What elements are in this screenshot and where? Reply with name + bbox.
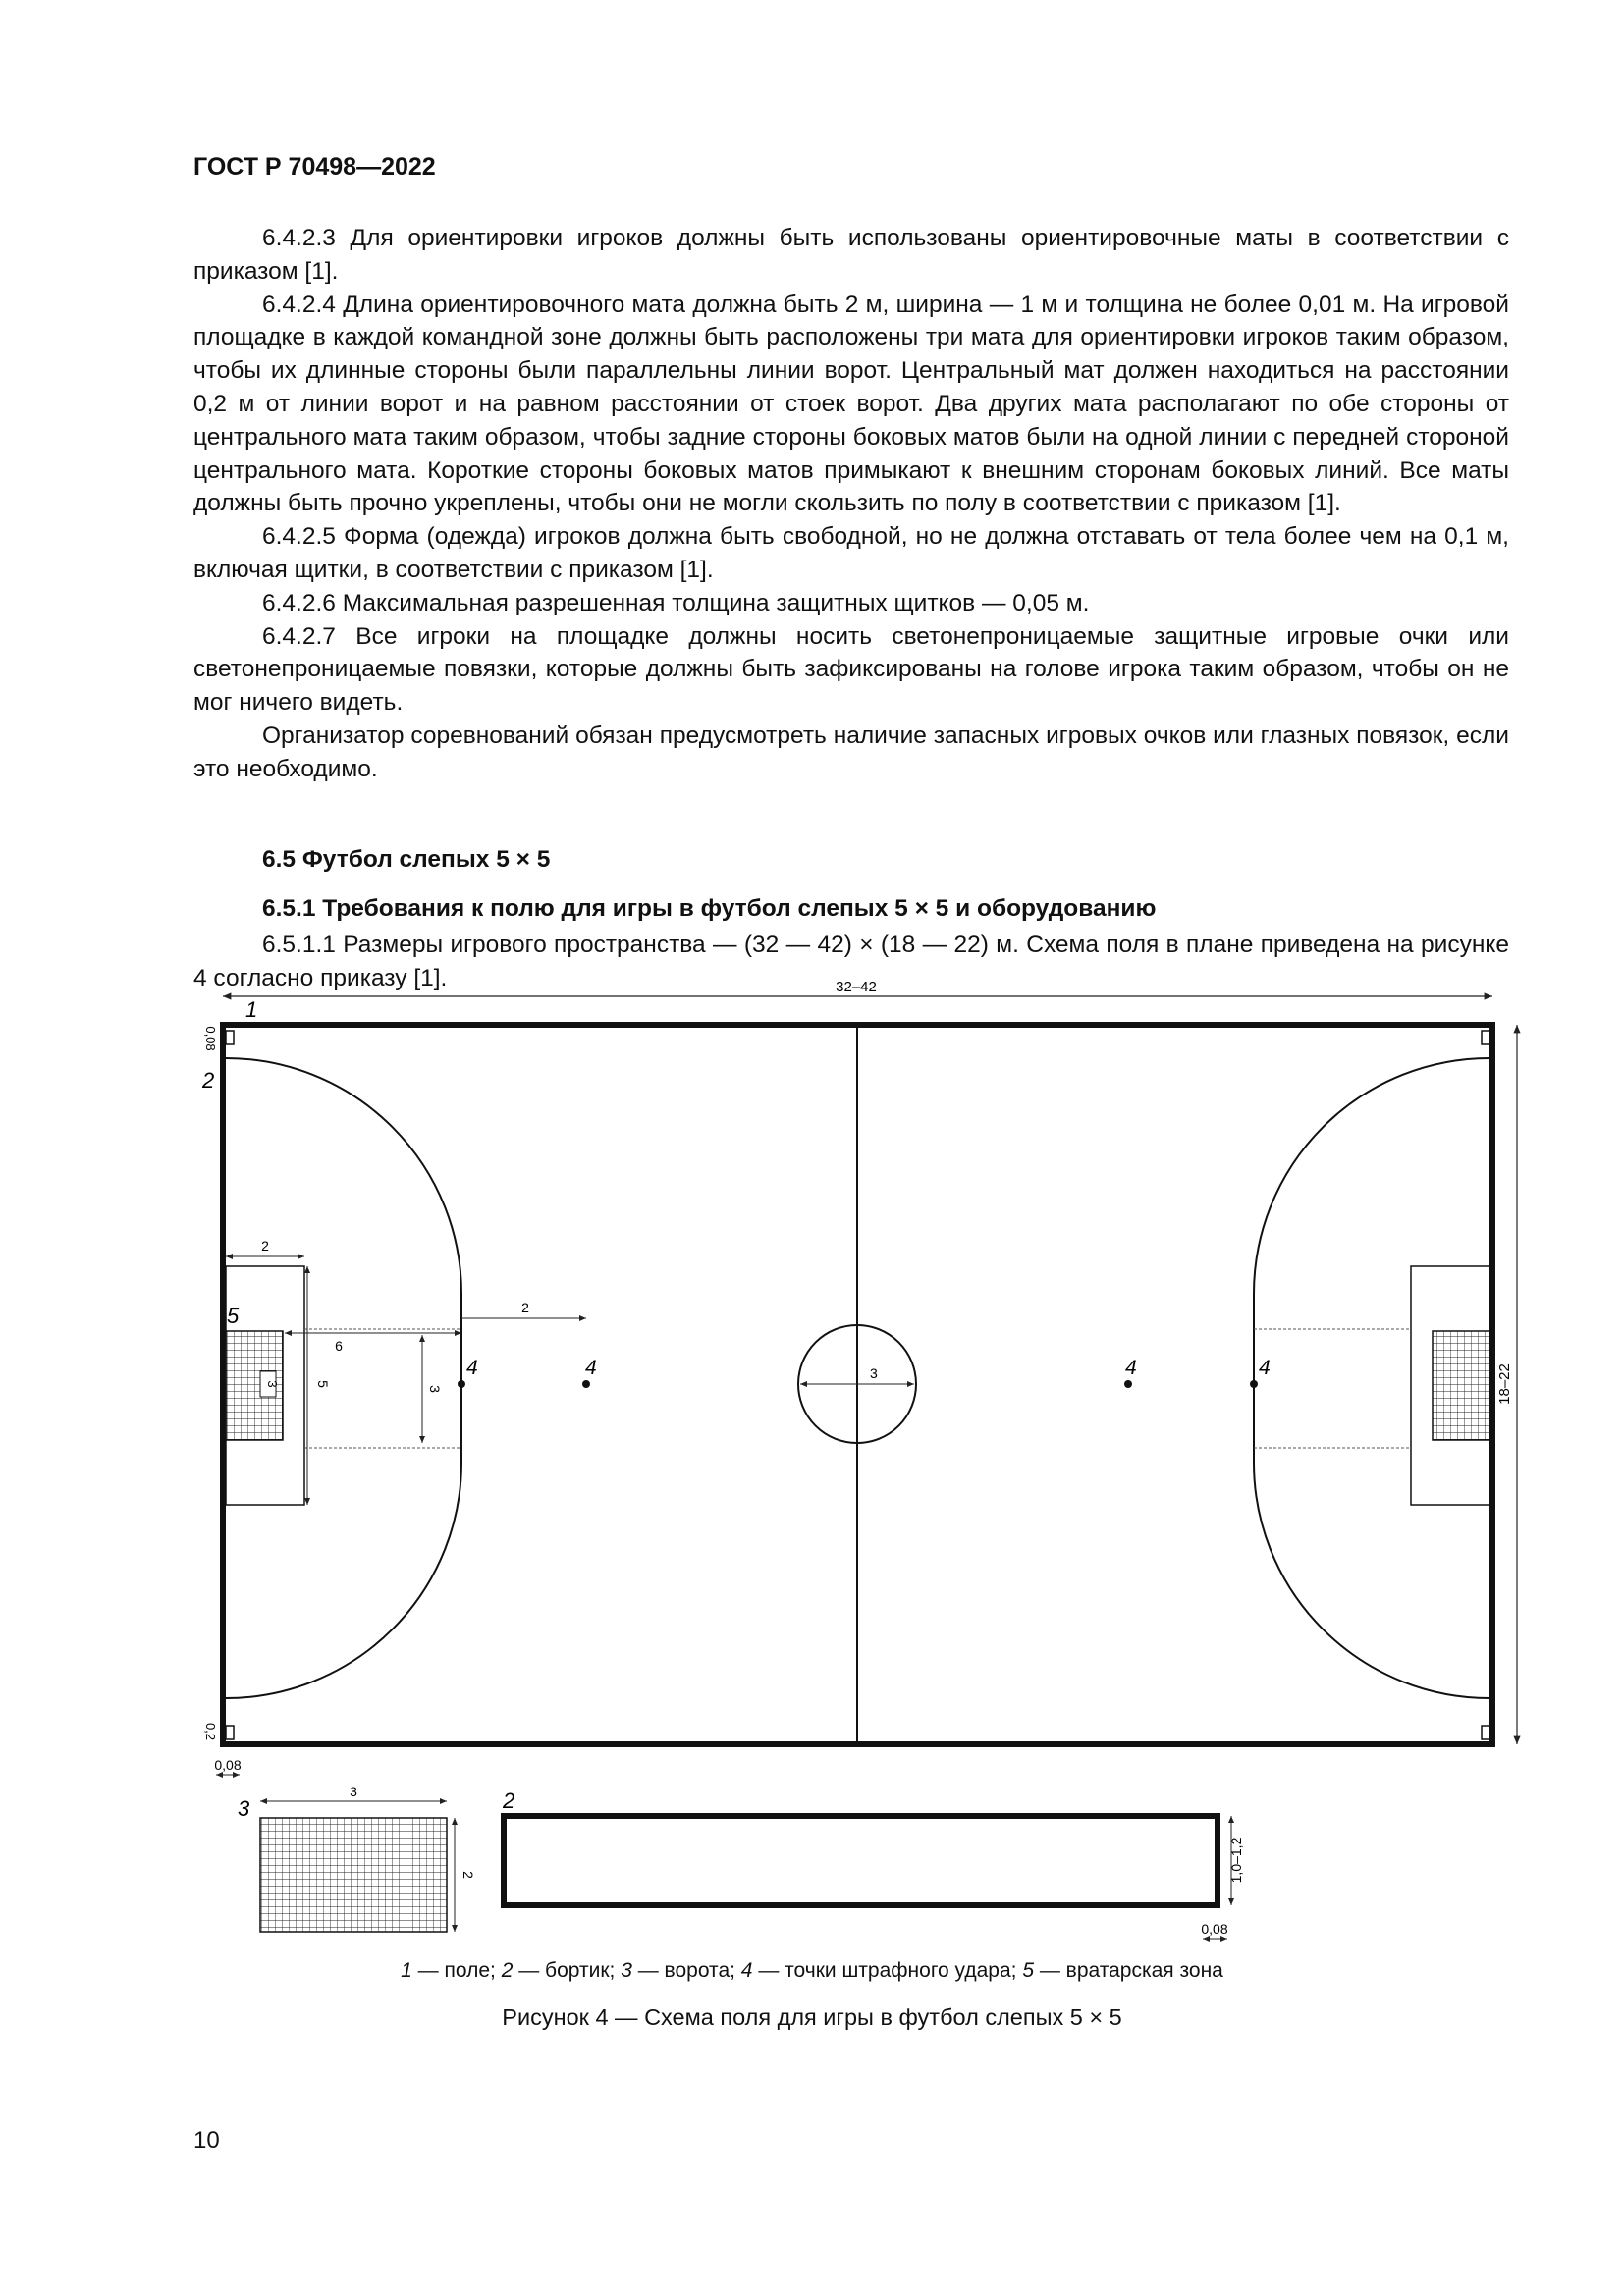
section-subtitle: 6.5.1 Требования к полю для игры в футбол слепых 5 × 5 и оборудованию: [262, 895, 1157, 922]
legend-num-1: 1: [401, 1959, 412, 1982]
board-h-label: 1,0–1,2: [1228, 1837, 1244, 1884]
board-detail-label: 2: [503, 1789, 515, 1813]
goal-net-detail: [260, 1818, 447, 1932]
penalty-label-3: 4: [1125, 1357, 1137, 1379]
legend-num-4: 4: [740, 1959, 753, 1982]
goal-net-h-label: 2: [460, 1871, 476, 1879]
paragraph-6-5-1-1: 6.5.1.1 Размеры игрового пространства — (32 — 42) × (18 — 22) м. Схема поля в плане приведена на рисунке 4 согласно приказу [1].: [193, 932, 1509, 991]
corner-dim-bottom: 0,2: [203, 1722, 218, 1741]
penalty-spot-right-near: [1250, 1380, 1258, 1388]
paragraph-6-4-2-5: 6.4.2.5 Форма (одежда) игроков должна быть свободной, но не должна отставать от тела более чем на 0,1 м, включая щитки, в соответствии с приказом [1].: [193, 523, 1509, 583]
corner-mark-tr: [1482, 1031, 1489, 1044]
goal-net-w-label: 3: [350, 1784, 357, 1799]
penalty-spot-left-near: [458, 1380, 465, 1388]
penalty-dist-label: 6: [335, 1338, 343, 1354]
length-dim-label: 32–42: [836, 979, 877, 995]
bottom-thick-label: 0,08: [214, 1757, 242, 1773]
page-number: 10: [193, 2127, 220, 2154]
keeper-zone-label: 5: [227, 1304, 240, 1328]
board-detail: [504, 1816, 1218, 1905]
penalty-label-4: 4: [1259, 1357, 1271, 1379]
penalty-spot-left-far: [582, 1380, 590, 1388]
field-label: 1: [245, 997, 258, 1022]
legend-text-3: — ворота;: [631, 1959, 741, 1982]
corner-mark-br: [1482, 1726, 1489, 1739]
corner-mark-bl: [226, 1726, 234, 1739]
paragraph-6-4-2-4: 6.4.2.4 Длина ориентировочного мата должна быть 2 м, ширина — 1 м и толщина не более 0,01 м. На игровой площадке в каждой командной зоне должны быть расположены три мата для ориентировки игроков таким образом, чтобы их длинные стороны были параллельны линии ворот. Центральный мат должен находиться на расстоянии 0,2 м от линии ворот и на равном расстоянии от стоек ворот. Два других мата располагают по обе стороны от центрального мата таким образом, чтобы задние стороны боковых матов были на одной линии с передней стороной центрального мата. Короткие стороны боковых матов примыкают к внешним сторонам боковых линий. Все маты должны быть прочно укреплены, чтобы они не могли скользить по полу в соответствии с приказом [1].: [193, 291, 1509, 517]
field-diagram: [0, 972, 1624, 1953]
paragraph-6-4-2-6: 6.4.2.6 Максимальная разрешенная толщина защитных щитков — 0,05 м.: [262, 589, 1090, 616]
left-goal-w-label: 3: [265, 1380, 280, 1388]
board-label: 2: [202, 1068, 215, 1093]
legend-num-3: 3: [621, 1959, 632, 1982]
document-header: ГОСТ Р 70498—2022: [193, 153, 436, 181]
right-goal: [1433, 1331, 1489, 1440]
penalty-label-2: 4: [585, 1357, 597, 1379]
paragraph-6-4-2-7: 6.4.2.7 Все игроки на площадке должны носить светонепроницаемые защитные игровые очки или светонепроницаемые повязки, которые должны быть зафиксированы на голове игрока таким образом, чтобы он не мог ничего видеть.: [193, 622, 1509, 717]
keeper-w-label: 2: [261, 1238, 269, 1254]
circle-dim-label: 3: [870, 1365, 878, 1381]
penalty-label-1: 4: [466, 1357, 478, 1379]
width-dim-label: 18–22: [1496, 1363, 1513, 1405]
paragraph-organizer: Организатор соревнований обязан предусмотреть наличие запасных игровых очков или глазных повязок, если это необходимо.: [193, 721, 1509, 782]
keeper-h-label: 5: [315, 1380, 331, 1388]
legend-text-2: — бортик;: [513, 1959, 622, 1982]
corner-mark-tl: [226, 1031, 234, 1044]
arc-span-label: 3: [427, 1385, 443, 1393]
corner-dim-top: 0,08: [203, 1026, 218, 1051]
legend-num-5: 5: [1022, 1959, 1034, 1982]
paragraph-6-4-2-3: 6.4.2.3 Для ориентировки игроков должны быть использованы ориентировочные маты в соответствии с приказом [1].: [193, 225, 1509, 285]
section-title: 6.5 Футбол слепых 5 × 5: [262, 846, 551, 873]
penalty-spot-right-far: [1124, 1380, 1132, 1388]
goal-label: 3: [238, 1796, 250, 1821]
board-thick-label: 0,08: [1201, 1921, 1228, 1937]
spot-gap-label: 2: [521, 1300, 529, 1315]
figure-caption: Рисунок 4 — Схема поля для игры в футбол слепых 5 × 5: [502, 2004, 1122, 2030]
legend-num-2: 2: [501, 1959, 514, 1982]
legend-text-4: — точки штрафного удара;: [752, 1959, 1023, 1982]
legend-text-1: — поле;: [411, 1959, 502, 1982]
legend-text-5: — вратарская зона: [1034, 1959, 1223, 1982]
figure-legend: [0, 1959, 1624, 1983]
body-text: [193, 222, 1509, 786]
